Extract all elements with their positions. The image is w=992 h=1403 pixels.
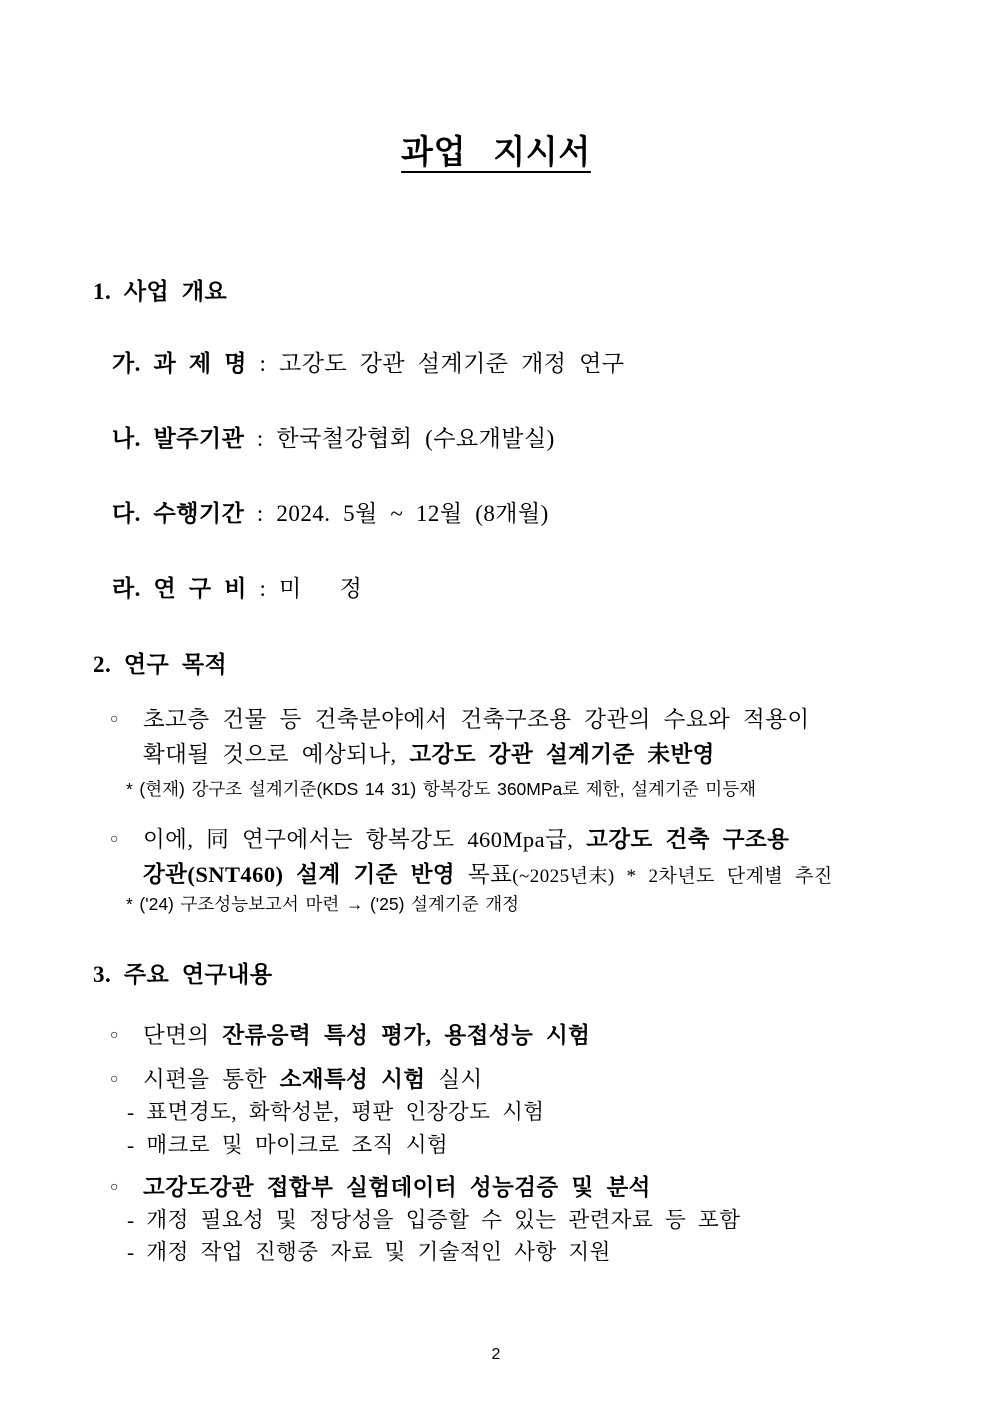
item-separator: :	[244, 426, 277, 451]
section2-bullet-1	[110, 702, 810, 772]
section3-bullet-1	[110, 1018, 590, 1053]
bullet-text: 고강도강관 접합부 실험데이터 성능검증 및 분석	[143, 1175, 651, 1200]
circle-bullet-marker: ○	[110, 1072, 119, 1087]
section3-bullet-3	[110, 1170, 651, 1205]
bullet-text	[143, 822, 833, 894]
item-label: 가. 과 제 명	[112, 351, 247, 376]
bullet-line-1: 이에, 同 연구에서는 항복강도 460Mpa급, 고강도 건축 구조용	[143, 827, 790, 852]
item-label: 나. 발주기관	[112, 426, 245, 451]
page-title-text: 과업 지시서	[401, 135, 591, 171]
sub-item: - 표면경도, 화학성분, 평판 인장강도 시험	[127, 1100, 545, 1124]
section1-item-period	[112, 495, 549, 528]
circle-bullet-marker: ○	[110, 1028, 119, 1043]
bullet-text	[143, 702, 810, 772]
item-value: 미 정	[279, 576, 363, 601]
section1-item-project-name	[112, 345, 624, 378]
sub-item: - 매크로 및 마이크로 조직 시험	[127, 1133, 449, 1157]
section2-bullet-2	[110, 822, 833, 894]
item-separator: :	[244, 501, 277, 526]
sub-item: - 개정 필요성 및 정당성을 입증할 수 있는 관련자료 등 포함	[127, 1208, 741, 1232]
section1-item-budget	[112, 570, 362, 603]
item-value: 2024. 5월 ~ 12월 (8개월)	[276, 501, 549, 526]
item-label: 라. 연 구 비	[112, 576, 247, 601]
section2-note-1: * (현재) 강구조 설계기준(KDS 14 31) 항복강도 360MPa로 제한, 설계기준 미등재	[126, 779, 757, 799]
section1-heading: 1. 사업 개요	[93, 279, 228, 304]
circle-bullet-marker: ○	[110, 832, 119, 847]
bullet-line-2: 확대될 것으로 예상되나, 고강도 강관 설계기준 未반영	[143, 742, 715, 767]
section2-note-2: * ('24) 구조성능보고서 마련 → ('25) 설계기준 개정	[126, 894, 520, 914]
section3-heading: 3. 주요 연구내용	[93, 962, 273, 987]
item-value: 고강도 강관 설계기준 개정 연구	[279, 351, 625, 376]
item-separator: :	[246, 351, 280, 376]
bullet-text: 단면의 잔류응력 특성 평가, 용접성능 시험	[143, 1023, 591, 1048]
section1-item-ordering-org	[112, 420, 555, 453]
circle-bullet-marker: ○	[110, 712, 119, 727]
sub-item: - 개정 작업 진행중 자료 및 기술적인 사항 지원	[127, 1240, 611, 1264]
item-label: 다. 수행기간	[112, 501, 245, 526]
bullet-line-1: 초고층 건물 등 건축분야에서 건축구조용 강관의 수요와 적용이	[143, 707, 810, 732]
item-value: 한국철강협회 (수요개발실)	[276, 426, 555, 451]
item-separator: :	[246, 576, 280, 601]
bullet-line-2: 강관(SNT460) 설계 기준 반영 목표(~2025년末) * 2차년도 단계별 추진	[143, 862, 833, 887]
section3-bullet-2	[110, 1062, 483, 1097]
page-number: 2	[491, 1346, 501, 1363]
page-title	[0, 126, 992, 173]
section2-heading: 2. 연구 목적	[93, 652, 228, 677]
circle-bullet-marker: ○	[110, 1180, 119, 1195]
bullet-text: 시편을 통한 소재특성 시험 실시	[143, 1067, 483, 1092]
